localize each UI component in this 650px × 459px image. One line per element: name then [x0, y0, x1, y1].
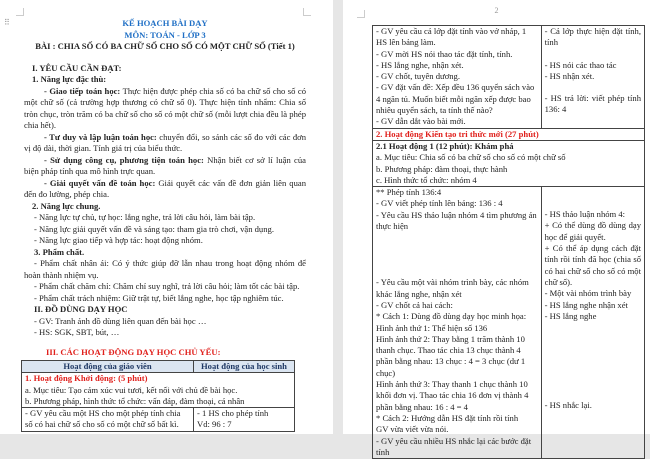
table-row: 2.1 Hoạt động 1 (12 phút): Khám phá a. Mục tiêu: Chia số có ba chữ số cho số có một chữ số b. Phương pháp: đàm thoại, thực hành c. Hình thức tổ chức: nhóm 4: [373, 140, 645, 186]
doc-subject: MÔN: TOÁN - LỚP 3: [124, 29, 206, 40]
activity-method: b. Phương pháp, hình thức tổ chức: vấn đáp, đàm thoại, cá nhân: [25, 395, 245, 406]
activities-table: [21, 360, 295, 432]
teacher-cell: - GV yêu cầu một HS cho một phép tính chia số có hai chữ số cho số có một chữ số bất kì.: [22, 408, 194, 432]
paragraph: - Tư duy và lập luận toán học: chuyển đổi, so sánh các số đo với các đơn vị độ dài, thời gian. Tính giá trị của biểu thức.: [24, 131, 307, 153]
table-row: [373, 26, 645, 129]
teacher-cell: ** Phép tính 136:4 - GV viết phép tính lên bảng: 136 : 4 - Yêu cầu HS thảo luận nhóm 4 tìm phương án thực hiện - Yêu cầu một vài nhóm trình bày, các nhóm khác lắng nghe, nhận xét - GV chốt cả hai cách: * Cách 1: Dùng đồ dùng dạy học minh họa: Hình ảnh thứ 1: Thể hiện số 136 Hình ảnh thứ 2: Thay bằng 1 trăm thành 10 thanh chục. Thao tác chia 13 chục thành 4 phần bằng nhau: 13 chục : 4 = 3 chục (dư 1 chục) Hình ảnh thứ 3: Thay thanh 1 chục thành 10 khối đơn vị. Thao tác chia 16 đơn vị thành 4 phần bằng nhau: 16 : 4 = 4 * Cách 2: Hướng dẫn HS đặt tính rồi tính GV vừa viết vừa nói. - GV yêu cầu nhiều HS nhắc lại các bước đặt tính: [373, 187, 542, 459]
paragraph: - Sử dụng công cụ, phương tiện toán học: Nhận biết cơ sở lí luận của biện pháp tính qua mô hình trực quan.: [24, 154, 306, 176]
activity-heading: 2. Hoạt động Kiến tạo tri thức mới (27 phút): [373, 128, 645, 140]
bullet: - Năng lực giao tiếp và hợp tác: hoạt động nhóm.: [34, 235, 203, 245]
lesson-title: BÀI : CHIA SỐ CÓ BA CHỮ SỐ CHO SỐ CÓ MỘT CHỮ SỐ (Tiết 1): [35, 41, 295, 51]
teacher-cell: - GV yêu cầu cả lớp đặt tính vào vở nháp, 1 HS lên bảng làm. - GV mời HS nói thao tác đặt tính, tính. - HS lắng nghe, nhận xét. - GV chốt, tuyên dương. - GV đặt vấn đề: Xếp đều 136 quyển sách vào 4 ngăn tủ. Muốn biết mỗi ngăn xếp được bao nhiêu quyển sách, ta tính thế nào? - GV dẫn dắt vào bài mới.: [373, 26, 542, 129]
subsection-heading: 2. Năng lực chung.: [32, 200, 101, 211]
paragraph: - Giao tiếp toán học: Thực hiện được phép chia số có ba chữ số cho số có một chữ số (cả trường hợp thương có chữ số 0). Thực hiện tính nhẩm: Chia số tròn chục, tròn trăm có ba chữ số cho số có một chữ số (mỗi lượt chia đều là phép chia hết).: [24, 85, 307, 130]
section-heading: III. CÁC HOẠT ĐỘNG DẠY HỌC CHỦ YẾU:: [46, 346, 221, 357]
document-page-1: [0, 0, 333, 434]
student-cell: - Cả lớp thực hiện đặt tính, tính - HS nói các thao tác - HS nhận xét. - HS trả lời: viết phép tính 136: 4: [541, 26, 644, 129]
subsection-heading: 1. Năng lực đặc thù:: [32, 74, 107, 84]
table-row: [373, 187, 645, 459]
bullet: - Phẩm chất nhân ái: Có ý thức giúp đỡ lẫn nhau trong hoạt động nhóm để hoàn thành nhiệm vụ.: [24, 258, 306, 280]
bullet: - Năng lực giải quyết vấn đề và sáng tạo: tham gia trò chơi, vận dụng.: [34, 223, 274, 234]
bullet: - Phẩm chất trách nhiệm: Giữ trật tự, biết lắng nghe, học tập nghiêm túc.: [34, 292, 284, 303]
table-row: [22, 408, 295, 432]
paragraph: - Giải quyết vấn đề toán học: Giải quyết các vấn đề đơn giản liên quan đến đo lường, phép chia.: [24, 177, 306, 199]
margin-mark: [303, 8, 311, 16]
subsection-heading: 3. Phẩm chất.: [34, 246, 85, 257]
section-heading: I. YÊU CẦU CẦN ĐẠT:: [32, 62, 122, 73]
margin-mark: [16, 8, 24, 16]
doc-title: KẾ HOẠCH BÀI DẠY: [122, 18, 208, 28]
bullet: - Năng lực tự chủ, tự học: lắng nghe, trả lời câu hỏi, làm bài tập.: [34, 212, 256, 222]
student-cell: - 1 HS cho phép tính Vd: 96 : 7: [193, 408, 294, 432]
column-header: Hoạt động của giáo viên: [22, 361, 194, 373]
drag-handle-icon[interactable]: ⠿: [4, 18, 10, 27]
document-page-2: [343, 0, 650, 457]
activities-table-continued: [372, 25, 645, 459]
activity-goal: a. Mục tiêu: Tạo cảm xúc vui tươi, kết nối với chủ đề bài học.: [25, 384, 238, 395]
page-number: 2: [494, 6, 499, 15]
student-cell: - HS thảo luận nhóm 4: + Có thể dùng đồ dùng dạy học để giải quyết. + Có thể áp dụng cách đặt tính rồi tính đã học (chia số có hai chữ số cho số có một chữ số). - Một vài nhóm trình bày - HS lắng nghe nhận xét - HS lắng nghe - HS nhắc lại.: [541, 187, 644, 459]
table-row: [22, 373, 295, 408]
activity-heading: 1. Hoạt động Khởi động: (5 phút): [25, 373, 148, 384]
section-heading: II. ĐỒ DÙNG DẠY HỌC: [34, 304, 128, 314]
column-header: Hoạt động của học sinh: [193, 361, 294, 373]
bullet: - HS: SGK, SBT, bút, …: [34, 327, 120, 337]
bullet: - GV: Tranh ảnh đồ dùng liên quan đến bài học …: [34, 315, 207, 326]
bullet: - Phẩm chất chăm chỉ: Chăm chỉ suy nghĩ, trả lời câu hỏi; làm tốt các bài tập.: [34, 281, 300, 291]
